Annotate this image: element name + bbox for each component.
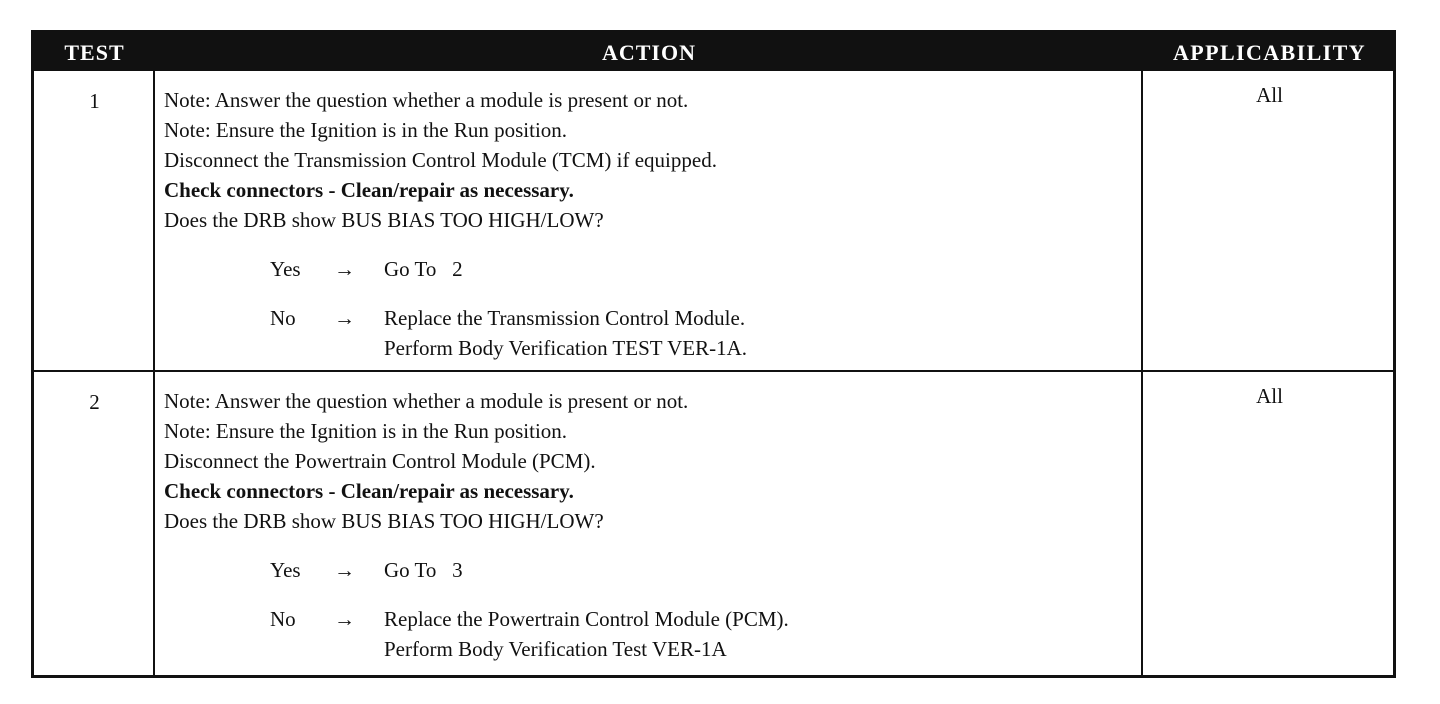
question: Does the DRB show BUS BIAS TOO HIGH/LOW? (164, 208, 604, 232)
bold-instruction: Check connectors - Clean/repair as necessary. (164, 178, 574, 202)
bold-instruction: Check connectors - Clean/repair as necessary. (164, 479, 574, 503)
yes-result (164, 555, 1124, 585)
no-action-line: Perform Body Verification TEST VER-1A. (384, 336, 747, 360)
note-line: Disconnect the Powertrain Control Module (PCM). (164, 449, 596, 473)
applicability-value: All (1256, 384, 1283, 408)
arrow-icon: → (334, 257, 355, 281)
no-action-line: Replace the Transmission Control Module. (384, 306, 746, 330)
test-number: 2 (89, 390, 100, 414)
question: Does the DRB show BUS BIAS TOO HIGH/LOW? (164, 509, 604, 533)
no-result (164, 604, 1124, 664)
yes-result (164, 254, 1124, 284)
action-cell (164, 386, 1124, 664)
no-result (164, 303, 1124, 363)
test-number: 1 (89, 89, 100, 113)
arrow-icon: → (334, 607, 355, 631)
yes-action-line: Go To 2 (384, 257, 463, 281)
yes-label: Yes (270, 257, 301, 281)
note-line: Note: Answer the question whether a module is present or not. (164, 389, 689, 413)
arrow-icon: → (334, 558, 355, 582)
yes-label: Yes (270, 558, 301, 582)
note-line: Note: Ensure the Ignition is in the Run position. (164, 118, 568, 142)
table-row (34, 71, 1393, 371)
header-test: TEST (64, 40, 125, 65)
applicability-value: All (1256, 83, 1283, 107)
header-applicability: APPLICABILITY (1172, 40, 1366, 65)
yes-action-line: Go To 3 (384, 558, 463, 582)
action-cell (164, 85, 1124, 363)
header-action: ACTION (601, 40, 696, 65)
table-header-row (34, 33, 1393, 71)
no-action-line: Perform Body Verification Test VER-1A (384, 637, 727, 661)
diagnostic-test-table (31, 30, 1396, 678)
note-line: Note: Ensure the Ignition is in the Run position. (164, 419, 568, 443)
note-line: Note: Answer the question whether a module is present or not. (164, 88, 689, 112)
no-label: No (270, 607, 296, 631)
table-row (34, 372, 1393, 672)
no-action-line: Replace the Powertrain Control Module (PCM). (384, 607, 789, 631)
arrow-icon: → (334, 306, 355, 330)
no-label: No (270, 306, 296, 330)
note-line: Disconnect the Transmission Control Module (TCM) if equipped. (164, 148, 717, 172)
